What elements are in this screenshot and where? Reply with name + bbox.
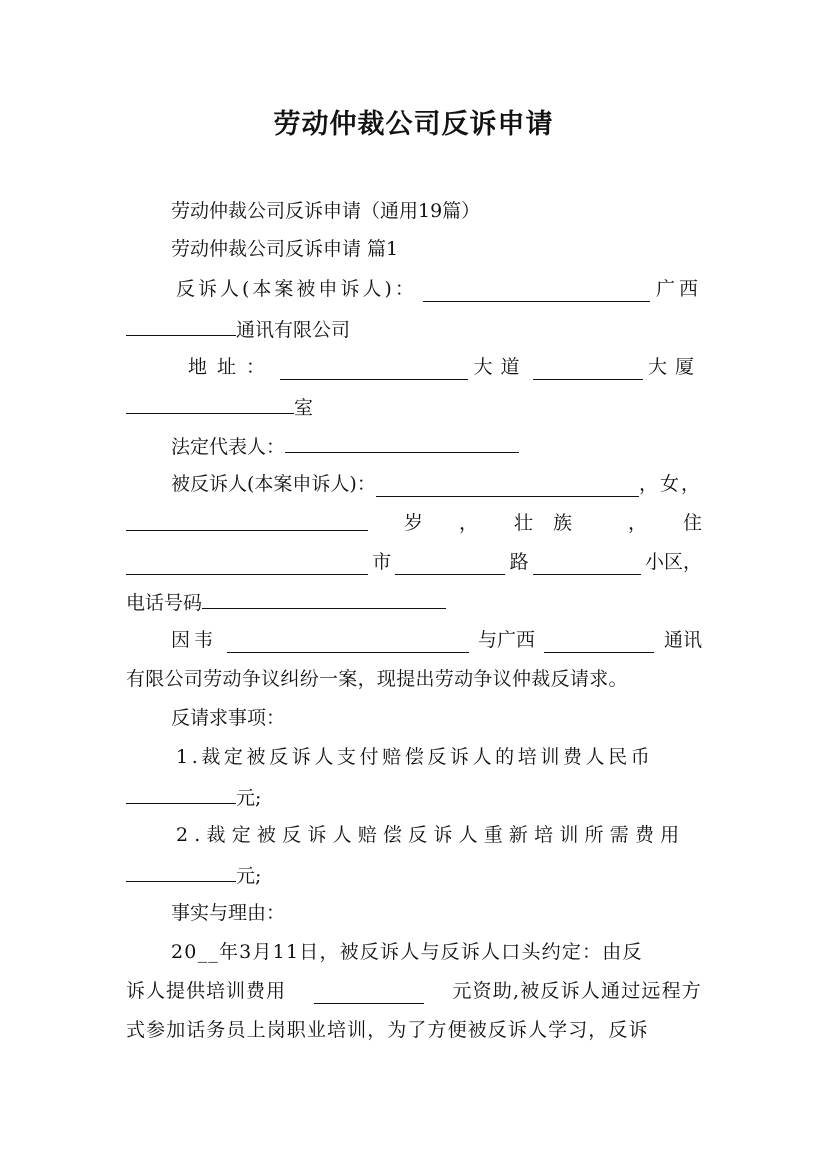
respondent-line (171, 471, 702, 497)
document-title: 劳动仲裁公司反诉申请 (273, 109, 554, 140)
claims-heading: 反请求事项： (171, 707, 286, 729)
cause-suffix: 通讯 (663, 629, 702, 651)
respondent-district-blank (533, 554, 641, 575)
respondent-comma-2: ， (627, 512, 647, 534)
counter-applicant-name-blank (423, 281, 650, 302)
respondent-ethnic: 壮族 (513, 512, 592, 534)
legal-rep-blank (285, 432, 519, 453)
respondent-age-blank (126, 510, 368, 531)
respondent-road-blank (395, 554, 505, 575)
respondent-address-blank (126, 554, 368, 575)
company-line (126, 315, 702, 343)
counter-applicant-suffix: 广西 (655, 278, 702, 300)
chapter-heading: 劳动仲裁公司反诉申请 篇1 (171, 238, 399, 260)
cause-company-blank (544, 632, 654, 653)
respondent-address-line (126, 549, 702, 575)
legal-rep-line (171, 432, 702, 460)
respondent-gender: ，女， (638, 473, 702, 495)
facts-line-3: 式参加话务员上岗职业培训，为了方便被反诉人学习，反诉 (126, 1019, 649, 1041)
claim-1-amount-blank (126, 783, 236, 804)
facts-2-prefix: 诉人提供培训费用 (126, 980, 287, 1002)
address-road-blank (280, 359, 468, 380)
room-blank (126, 393, 294, 414)
respondent-district-label: 小区， (644, 551, 702, 573)
cause-name-blank (227, 632, 469, 653)
facts-line-1: 20__年3月11日，被反诉人与反诉人口头约定：由反 (171, 941, 643, 963)
respondent-comma-1: ， (458, 512, 478, 534)
claim-2-amount-line (126, 861, 702, 889)
company-suffix: 通讯有限公司 (236, 319, 351, 341)
cause-middle: 与广西 (477, 629, 535, 651)
facts-amount-blank (314, 983, 424, 1004)
claim-1-unit: 元; (236, 787, 262, 809)
claim-2-text: 2.裁定被反诉人赔偿反诉人重新培训所需费用 (176, 824, 686, 846)
room-line (126, 393, 702, 421)
address-road-label: 大道 (473, 356, 528, 378)
respondent-road-label: 路 (509, 551, 529, 573)
counter-applicant-label: 反诉人(本案被申诉人)： (176, 278, 417, 300)
respondent-city-label: 市 (372, 551, 392, 573)
address-line (188, 354, 702, 380)
facts-line-2 (126, 978, 702, 1004)
respondent-age-label: 岁 (403, 512, 423, 534)
phone-label: 电话号码 (126, 592, 203, 614)
respondent-name-blank (376, 476, 639, 497)
legal-rep-label: 法定代表人： (171, 436, 286, 458)
company-name-blank (126, 315, 236, 336)
cause-prefix: 因韦 (171, 629, 218, 651)
claim-1-amount-line (126, 783, 702, 811)
cause-line-2: 有限公司劳动争议纠纷一案，现提出劳动争议仲裁反请求。 (126, 668, 628, 690)
address-label: 地址： (188, 356, 276, 378)
claim-2-unit: 元; (236, 865, 262, 887)
facts-2-suffix: 元资助,被反诉人通过远程方 (452, 980, 702, 1002)
counter-applicant-line (176, 276, 702, 302)
facts-heading: 事实与理由： (171, 902, 286, 924)
address-building-blank (533, 359, 643, 380)
address-building-label: 大厦 (647, 356, 702, 378)
phone-blank (202, 588, 446, 609)
respondent-label: 被反诉人(本案申诉人)： (171, 473, 376, 495)
phone-line (126, 588, 702, 616)
respondent-detail-line (126, 510, 702, 536)
document-subtitle: 劳动仲裁公司反诉申请（通用19篇） (171, 200, 481, 222)
cause-line (171, 627, 702, 653)
respondent-live-label: 住 (682, 512, 702, 534)
claim-1-text: 1.裁定被反诉人支付赔偿反诉人的培训费人民币 (176, 746, 654, 768)
room-label: 室 (294, 397, 314, 419)
claim-2-amount-blank (126, 861, 236, 882)
